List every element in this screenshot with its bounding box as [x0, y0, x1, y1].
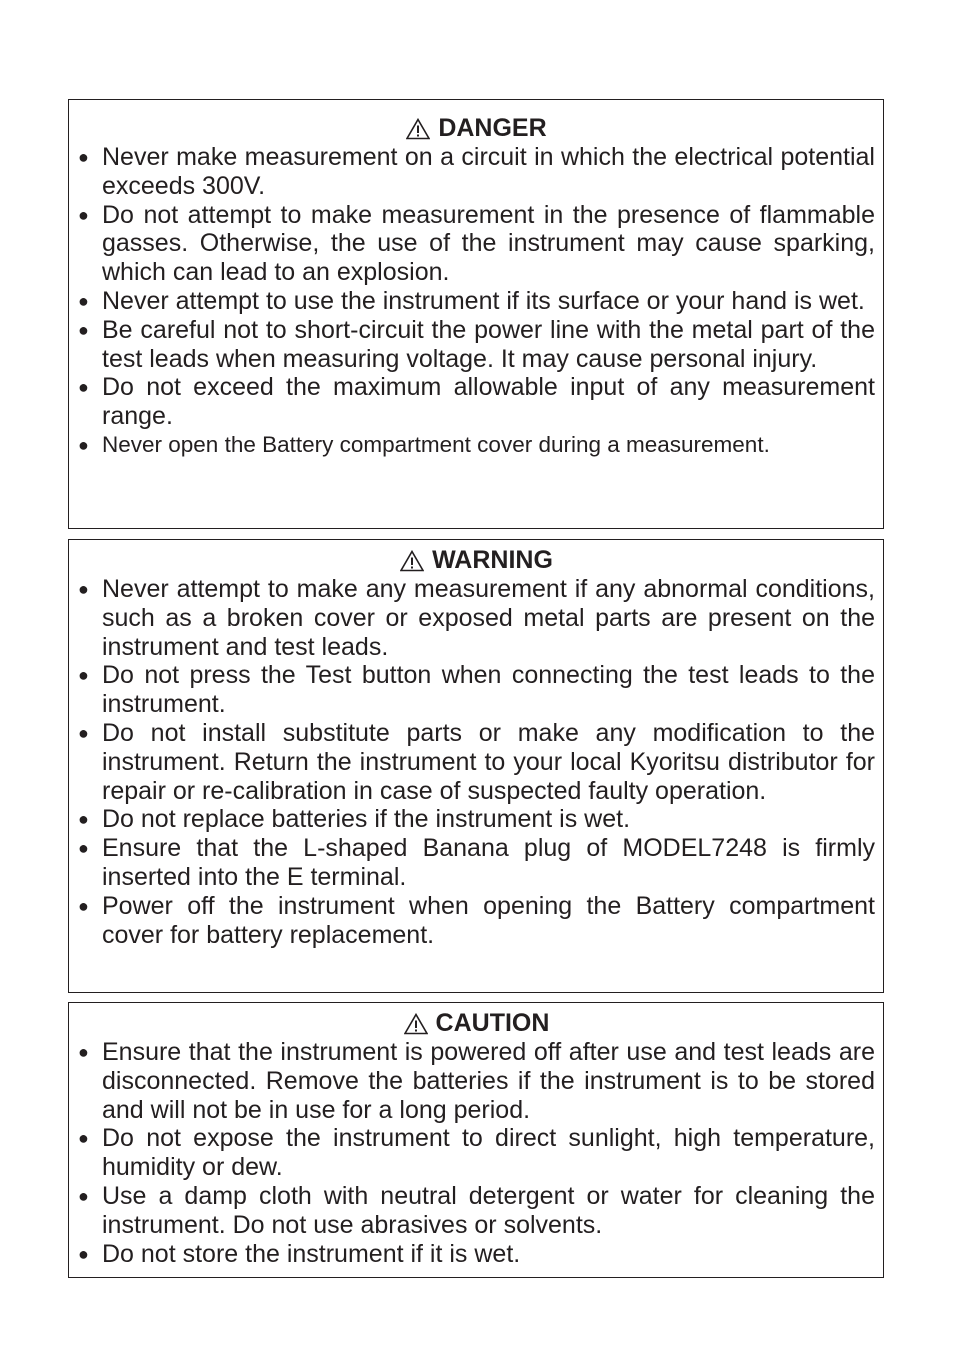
- item-text: Never make measurement on a circuit in which the electrical potential exceeds 300V.: [102, 143, 875, 200]
- list-item: [78, 287, 875, 316]
- item-text: Do not attempt to make measurement in the presence of flammable gasses. Otherwise, the use of the instrument may cause sparking, which can lead to an explosion.: [102, 200, 875, 287]
- list-item: [78, 805, 875, 834]
- list-item: [78, 719, 875, 805]
- item-text: Be careful not to short-circuit the power line with the metal part of the test leads when measuring voltage. It may cause personal injury.: [102, 315, 875, 373]
- danger-title: DANGER: [438, 114, 547, 142]
- caution-heading: [78, 1009, 875, 1038]
- item-text: Ensure that the L-shaped Banana plug of MODEL7248 is firmly inserted into the E terminal.: [102, 834, 875, 891]
- list-item: [78, 431, 875, 460]
- item-text: Power off the instrument when opening the Battery compartment cover for battery replacement.: [102, 891, 875, 949]
- bullet: ●: [78, 204, 89, 225]
- caution-title: CAUTION: [435, 1009, 550, 1037]
- list-item: [78, 316, 875, 374]
- item-text: Never open the Battery compartment cover during a measurement.: [102, 431, 770, 457]
- bullet: ●: [78, 290, 89, 311]
- item-text: Ensure that the instrument is powered off after use and test leads are disconnected. Remove the batteries if the instrument is to be stored and will not be in use for a long period.: [102, 1038, 875, 1124]
- bullet: ●: [78, 722, 89, 743]
- warning-triangle-icon: [404, 1013, 428, 1035]
- bullet: ●: [78, 319, 89, 340]
- item-text: Never attempt to use the instrument if its surface or your hand is wet.: [102, 286, 865, 315]
- list-item: [78, 143, 875, 201]
- caution-box: [68, 1002, 884, 1278]
- list-item: [78, 834, 875, 892]
- item-text: Never attempt to make any measurement if any abnormal conditions, such as a broken cover or exposed metal parts are present on the instrument and test leads.: [102, 575, 875, 661]
- caution-list: [78, 1038, 875, 1268]
- list-item: [78, 1240, 875, 1269]
- danger-box: [68, 99, 884, 529]
- bullet: ●: [78, 1128, 89, 1149]
- item-text: Do not store the instrument if it is wet.: [102, 1239, 521, 1268]
- item-text: Do not expose the instrument to direct sunlight, high temperature, humidity or dew.: [102, 1124, 875, 1182]
- bullet: ●: [78, 809, 89, 830]
- list-item: [78, 1182, 875, 1240]
- bullet: ●: [78, 1243, 89, 1264]
- bullet: ●: [78, 665, 89, 686]
- list-item: [78, 373, 875, 431]
- bullet: ●: [78, 147, 89, 167]
- item-text: Do not exceed the maximum allowable input of any measurement range.: [102, 373, 875, 431]
- warning-list: [78, 575, 875, 949]
- item-text: Use a damp cloth with neutral detergent or water for cleaning the instrument. Do not use abrasives or solvents.: [102, 1181, 875, 1239]
- list-item: [78, 201, 875, 287]
- warning-box: [68, 539, 884, 993]
- item-text: Do not install substitute parts or make any modification to the instrument. Return the instrument to your local Kyoritsu distributor for repair or re-calibration in case of suspected faulty operation.: [102, 718, 875, 805]
- bullet: ●: [78, 579, 89, 599]
- warning-title: WARNING: [432, 546, 553, 574]
- warning-heading: [78, 546, 875, 575]
- bullet: ●: [78, 434, 89, 455]
- list-item: [78, 575, 875, 661]
- list-item: [78, 892, 875, 950]
- warning-triangle-icon: [406, 118, 430, 140]
- list-item: [78, 1124, 875, 1182]
- list-item: [78, 661, 875, 719]
- warning-triangle-icon: [400, 550, 424, 572]
- bullet: ●: [78, 1185, 89, 1206]
- bullet: ●: [78, 838, 89, 859]
- item-text: Do not press the Test button when connecting the test leads to the instrument.: [102, 661, 875, 719]
- bullet: ●: [78, 1042, 89, 1062]
- bullet: ●: [78, 895, 89, 916]
- list-item: [78, 1038, 875, 1124]
- item-text: Do not replace batteries if the instrument is wet.: [102, 805, 631, 834]
- danger-heading: [78, 114, 875, 143]
- bullet: ●: [78, 377, 89, 398]
- danger-list: [78, 143, 875, 460]
